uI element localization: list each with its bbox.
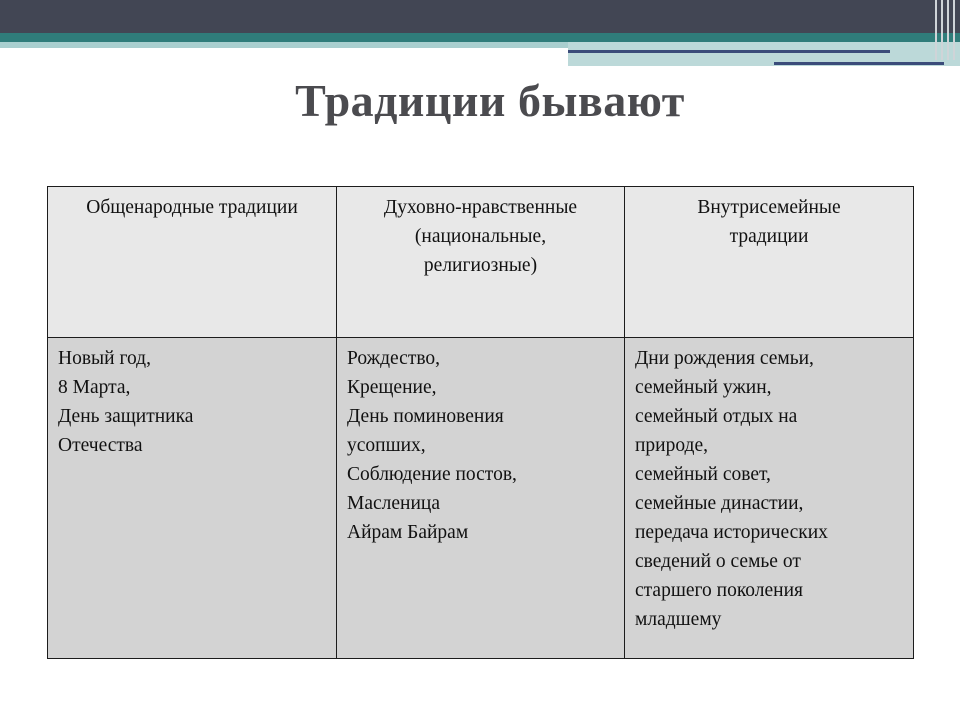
list-item: младшему: [635, 609, 722, 630]
decor-stripe: [941, 0, 943, 60]
list-item: Отечества: [58, 435, 143, 456]
header-cell-folk: [48, 187, 337, 338]
list-item: усопших,: [347, 435, 426, 456]
accent-band: [0, 33, 960, 42]
header-cell-spiritual: [337, 187, 625, 338]
decor-stripe: [947, 0, 949, 60]
list-item: Новый год,: [58, 348, 151, 369]
header-bar: [0, 0, 960, 33]
list-item: передача исторических: [635, 522, 828, 543]
list-item: старшего поколения: [635, 580, 804, 601]
list-item: 8 Марта,: [58, 377, 131, 398]
header-line: Общенародные традиции: [86, 197, 298, 218]
list-item: День защитника: [58, 406, 194, 427]
list-item: семейный совет,: [635, 464, 771, 485]
header-line: религиозные): [423, 255, 538, 276]
list-item: Крещение,: [347, 377, 437, 398]
list-item: сведений о семье от: [635, 551, 801, 572]
decor-rule: [774, 62, 944, 65]
decor-rule: [568, 50, 890, 53]
list-item: семейный отдых на: [635, 406, 798, 427]
list-item: Масленица: [347, 493, 440, 514]
header-line: Духовно-нравственные: [383, 197, 578, 218]
slide-title: Традиции бывают: [295, 75, 685, 126]
table-row: [48, 338, 914, 659]
cell-spiritual-examples: [337, 338, 625, 659]
list-item: Соблюдение постов,: [347, 464, 517, 485]
table-header-row: [48, 187, 914, 338]
list-item: семейные династии,: [635, 493, 804, 514]
decor-stripe: [935, 0, 937, 60]
list-item: Рождество,: [347, 348, 441, 369]
list-item: природе,: [635, 435, 709, 456]
accent-band-light: [0, 42, 568, 48]
header-line: Внутрисемейные: [697, 197, 841, 218]
list-item: Дни рождения семьи,: [635, 348, 814, 369]
traditions-table: [47, 186, 914, 659]
list-item: День поминовения: [347, 406, 504, 427]
cell-family-examples: [625, 338, 914, 659]
list-item: Айрам Байрам: [347, 522, 469, 543]
decor-stripe: [953, 0, 955, 60]
header-cell-family: [625, 187, 914, 338]
header-line: (национальные,: [414, 226, 547, 247]
header-line: традиции: [729, 226, 809, 247]
list-item: семейный ужин,: [635, 377, 772, 398]
cell-folk-examples: [48, 338, 337, 659]
